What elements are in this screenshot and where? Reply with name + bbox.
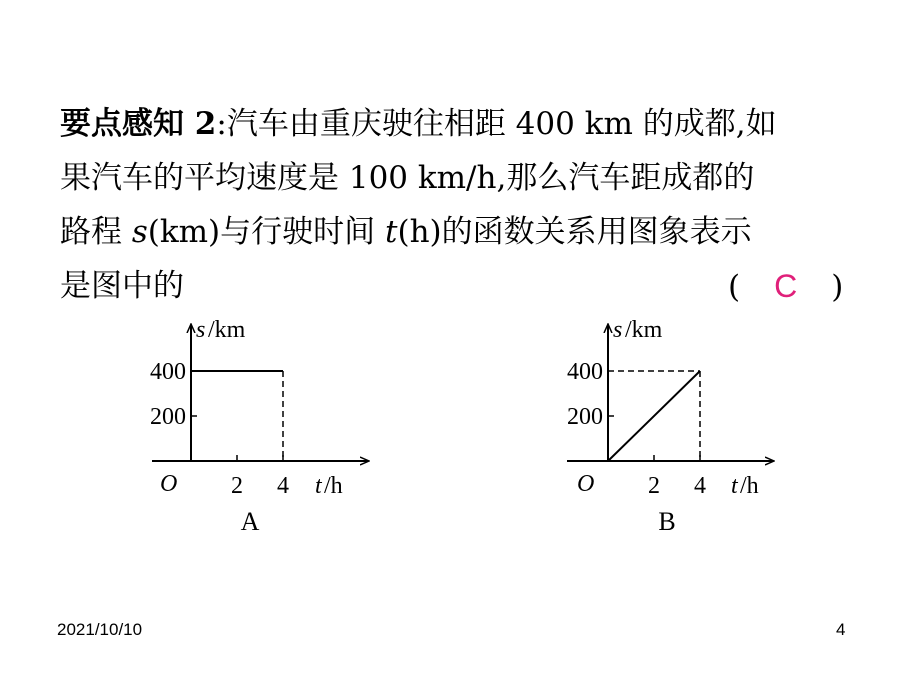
- x-axis-variable: t: [315, 473, 322, 499]
- question-text-2: 果汽车的平均速度是 100 km/h,那么汽车距成都的: [60, 160, 755, 196]
- graph-b: [555, 315, 795, 540]
- footer-date: 2021/10/10: [57, 620, 143, 639]
- answer-bracket: [728, 266, 843, 307]
- x-axis-unit: /h: [324, 473, 343, 499]
- y-tick-label-200: 200: [567, 404, 603, 430]
- graph-caption: B: [658, 507, 676, 536]
- y-axis-variable: s: [196, 317, 206, 343]
- answer-letter: C: [774, 268, 798, 304]
- question-text-1: 汽车由重庆驶往相距 400 km 的成都,如: [226, 106, 777, 142]
- x-tick-label-4: 4: [277, 473, 289, 499]
- y-axis-unit: /km: [208, 317, 246, 343]
- origin-label: O: [160, 471, 178, 497]
- y-axis-variable: s: [613, 317, 623, 343]
- variable-t: t: [385, 214, 398, 250]
- graph-caption: A: [240, 507, 260, 536]
- y-tick-label-400: 400: [150, 359, 186, 385]
- page-number: 4: [836, 620, 846, 639]
- question-text-3c: (h)的函数关系用图象表示: [397, 214, 752, 250]
- question-text-4: 是图中的: [60, 268, 184, 304]
- variable-s: s: [131, 214, 148, 250]
- question-line-1: [60, 104, 777, 144]
- question-line-3: [60, 212, 752, 252]
- question-text-3a: 路程: [60, 214, 132, 250]
- origin-label: O: [577, 471, 595, 497]
- question-line-4: [60, 266, 184, 306]
- x-tick-label-2: 2: [231, 473, 243, 499]
- y-tick-label-200: 200: [150, 404, 186, 430]
- graph-segment: [608, 371, 700, 461]
- x-axis-variable: t: [731, 473, 738, 499]
- answer-close-paren: ): [831, 269, 844, 305]
- y-axis-unit: /km: [625, 317, 663, 343]
- x-tick-label-4: 4: [694, 473, 706, 499]
- x-tick-label-2: 2: [648, 473, 660, 499]
- heading-colon: :: [216, 106, 227, 142]
- question-heading: 要点感知 2: [60, 106, 217, 142]
- question-line-2: [60, 158, 754, 198]
- y-tick-label-400: 400: [567, 359, 603, 385]
- graph-a: [140, 315, 380, 540]
- answer-open-paren: (: [728, 269, 741, 305]
- x-axis-unit: /h: [740, 473, 759, 499]
- question-text-3b: (km)与行驶时间: [147, 214, 386, 250]
